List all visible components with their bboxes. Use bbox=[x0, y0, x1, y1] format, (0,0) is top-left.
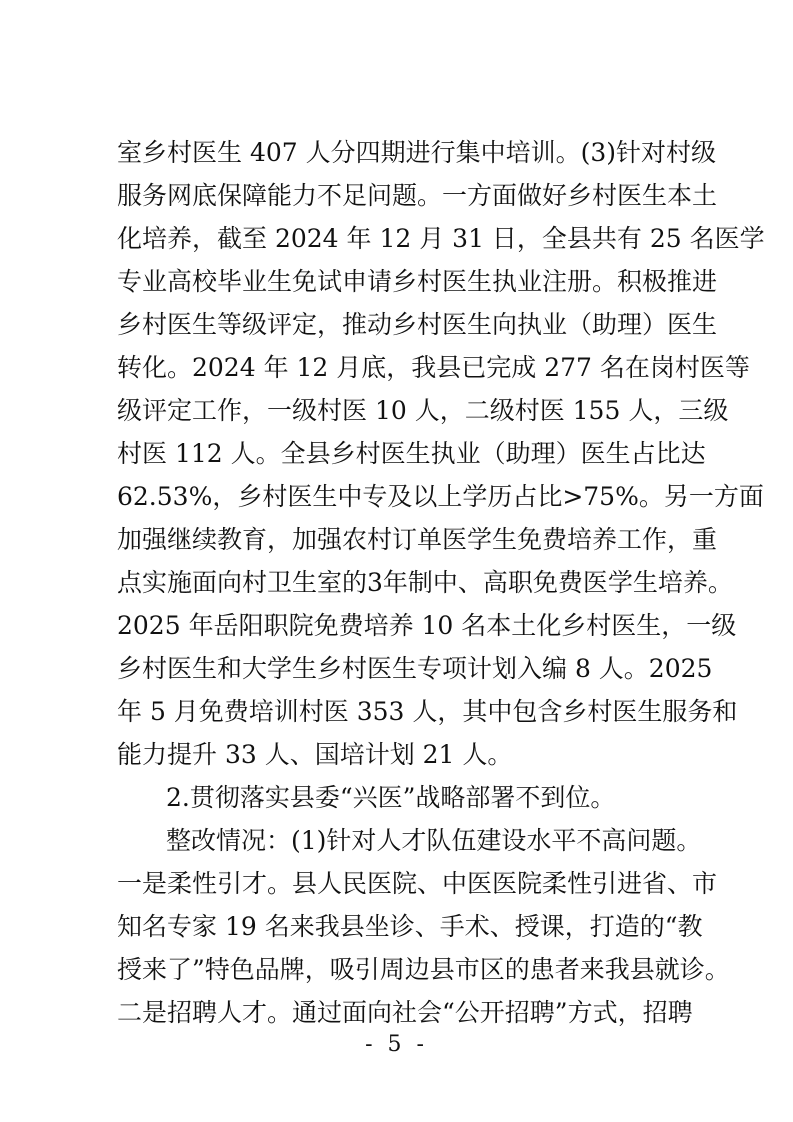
text-line: 点实施面向村卫生室的3年制中、高职免费医学生培养。 bbox=[117, 568, 733, 597]
text-line: 知名专家 19 名来我县坐诊、手术、授课，打造的“教 bbox=[117, 912, 703, 941]
text-line: 室乡村医生 407 人分四期进行集中培训。(3)针对村级 bbox=[117, 138, 717, 167]
page-number: - 5 - bbox=[365, 1032, 428, 1057]
text-line: 化培养，截至 2024 年 12 月 31 日，全县共有 25 名医学 bbox=[117, 224, 765, 253]
text-line: 授来了”特色品牌，吸引周边县市区的患者来我县就诊。 bbox=[117, 955, 730, 984]
text-line: 服务网底保障能力不足问题。一方面做好乡村医生本土 bbox=[117, 181, 718, 210]
text-line: 转化。2024 年 12 月底，我县已完成 277 名在岗村医等 bbox=[117, 353, 750, 382]
text-line: 村医 112 人。全县乡村医生执业（助理）医生占比达 bbox=[117, 439, 706, 468]
text-line: 乡村医生等级评定，推动乡村医生向执业（助理）医生 bbox=[117, 310, 718, 339]
text-line: 乡村医生和大学生乡村医生专项计划入编 8 人。2025 bbox=[117, 654, 713, 683]
text-line: 能力提升 33 人、国培计划 21 人。 bbox=[117, 740, 513, 769]
text-line: 加强继续教育，加强农村订单医学生免费培养工作，重 bbox=[117, 525, 718, 554]
text-line: 2025 年岳阳职院免费培养 10 名本土化乡村医生，一级 bbox=[117, 611, 737, 640]
text-line: 专业高校毕业生免试申请乡村医生执业注册。积极推进 bbox=[117, 267, 718, 296]
text-line: 62.53%，乡村医生中专及以上学历占比>75%。另一方面 bbox=[117, 482, 764, 511]
text-line: 一是柔性引才。县人民医院、中医医院柔性引进省、市 bbox=[117, 869, 718, 898]
text-line: 二是招聘人才。通过面向社会“公开招聘”方式，招聘 bbox=[117, 998, 693, 1027]
text-line: 年 5 月免费培训村医 353 人，其中包含乡村医生服务和 bbox=[117, 697, 738, 726]
text-line: 级评定工作，一级村医 10 人，二级村医 155 人，三级 bbox=[117, 396, 729, 425]
text-line: 整改情况：(1)针对人才队伍建设水平不高问题。 bbox=[166, 826, 702, 855]
section-heading: 2.贯彻落实县委“兴医”战略部署不到位。 bbox=[166, 783, 616, 812]
